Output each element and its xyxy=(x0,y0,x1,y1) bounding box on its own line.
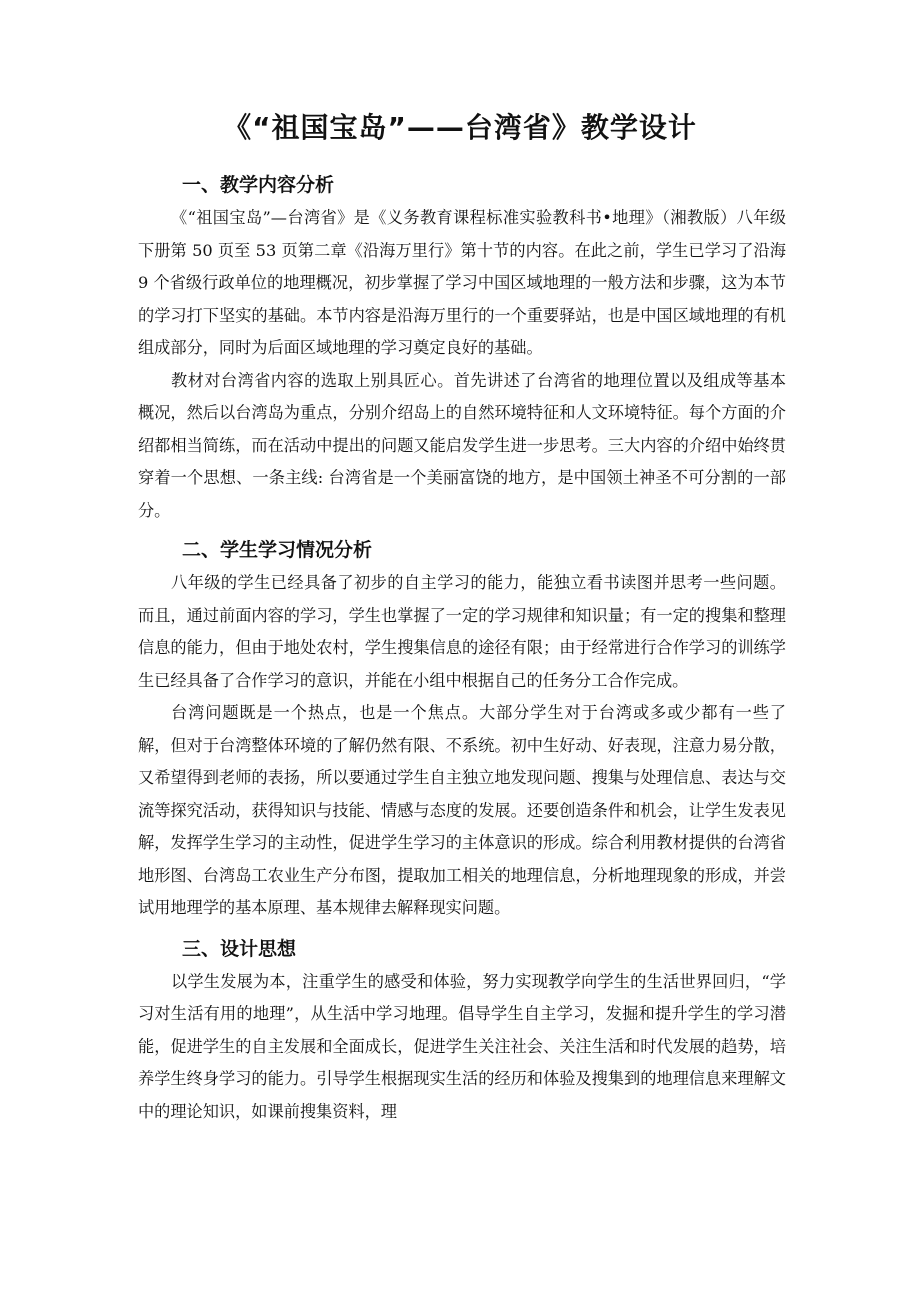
paragraph: 教材对台湾省内容的选取上别具匠心。首先讲述了台湾省的地理位置以及组成等基本概况，然后以台湾岛为重点，分别介绍岛上的自然环境特征和人文环境特征。每个方面的介绍都相当简练，而在活动中提出的问题又能启发学生进一步思考。三大内容的介绍中始终贯穿着一个思想、一条主线: 台湾省是一个美丽富饶的地方，是中国领土神圣不可分割的一部分。 xyxy=(138,370,786,520)
section-student-analysis xyxy=(138,533,786,925)
section-design-idea xyxy=(138,932,786,1129)
document-body xyxy=(138,168,786,1128)
paragraph: 以学生发展为本，注重学生的感受和体验，努力实现教学向学生的生活世界回归，“学习对生活有用的地理”，从生活中学习地理。倡导学生自主学习，发掘和提升学生的学习潜能，促进学生的自主发展和全面成长，促进学生关注社会、关注生活和时代发展的趋势，培养学生终身学习的能力。引导学生根据现实生活的经历和体验及搜集到的地理信息来理解文中的理论知识，如课前搜集资料，理 xyxy=(138,971,786,1121)
section-heading: 一、教学内容分析 xyxy=(182,174,335,196)
section-heading: 三、设计思想 xyxy=(182,937,297,960)
paragraph: 《“祖国宝岛”—台湾省》是《义务教育课程标准实验教科书•地理》（湘教版）八年级下册第 50 页至 53 页第二章《沿海万里行》第十节的内容。在此之前，学生已学习了沿海 9 个省级行政单位的地理概况，初步掌握了学习中国区域地理的一般方法和步骤，这为本节的学习打下坚实的基础。本节内容是沿海万里行的一个重要驿站，也是中国区域地理的有机组成部分，同时为后面区域地理的学习奠定良好的基础。 xyxy=(138,208,786,357)
section-heading: 二、学生学习情况分析 xyxy=(182,539,373,561)
paragraph: 台湾问题既是一个热点，也是一个焦点。大部分学生对于台湾或多或少都有一些了解，但对于台湾整体环境的了解仍然有限、不系统。初中生好动、好表现，注意力易分散，又希望得到老师的表扬，所以要通过学生自主独立地发现问题、搜集与处理信息、表达与交流等探究活动，获得知识与技能、情感与态度的发展。还要创造条件和机会，让学生发表见解，发挥学生学习的主动性，促进学生学习的主体意识的形成。综合利用教材提供的台湾省地形图、台湾岛工农业生产分布图，提取加工相关的地理信息，分析地理现象的形成，并尝试用地理学的基本原理、基本规律去解释现实问题。 xyxy=(138,703,786,917)
section-content-analysis xyxy=(138,168,786,527)
paragraph: 八年级的学生已经具备了初步的自主学习的能力，能独立看书读图并思考一些问题。而且，通过前面内容的学习，学生也掌握了一定的学习规律和知识量；有一定的搜集和整理信息的能力，但由于地处农村，学生搜集信息的途径有限；由于经常进行合作学习的训练学生已经具备了合作学习的意识，并能在小组中根据自己的任务分工合作完成。 xyxy=(138,573,786,690)
document-title: 《“祖国宝岛”——台湾省》教学设计 xyxy=(223,111,697,144)
